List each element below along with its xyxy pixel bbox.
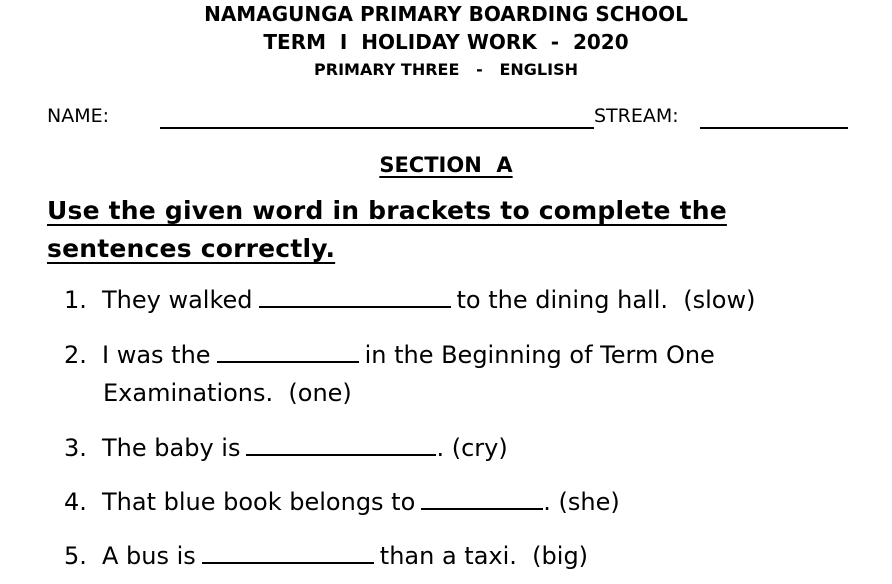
question-text-before: That blue book belongs to <box>102 488 416 516</box>
question-number: 3. <box>64 434 87 462</box>
question-text-after: in the Beginning of Term One <box>364 341 715 369</box>
answer-blank[interactable] <box>246 454 436 456</box>
question-text-after: to the dining hall. (slow) <box>456 286 756 314</box>
question-text-after: . (cry) <box>436 434 508 462</box>
question-2-continuation: Examinations. (one) <box>103 379 352 407</box>
question-number: 4. <box>64 488 87 516</box>
class-subject: PRIMARY THREE - ENGLISH <box>314 60 578 79</box>
question-text-before: They walked <box>102 286 253 314</box>
question-text-before: The baby is <box>102 434 241 462</box>
stream-blank[interactable] <box>700 127 848 129</box>
question-text-before: I was the <box>102 341 211 369</box>
answer-blank[interactable] <box>217 361 359 363</box>
question-2 <box>64 341 715 369</box>
question-number: 2. <box>64 341 87 369</box>
stream-label: STREAM: <box>594 105 679 127</box>
question-text-before: A bus is <box>102 542 196 570</box>
question-3 <box>64 434 508 462</box>
term-title: TERM I HOLIDAY WORK - 2020 <box>263 30 629 54</box>
name-blank[interactable] <box>160 127 594 129</box>
question-text-after: . (she) <box>543 488 620 516</box>
question-number: 5. <box>64 542 87 570</box>
question-text-after: than a taxi. (big) <box>379 542 589 570</box>
question-number: 1. <box>64 286 87 314</box>
question-4 <box>64 488 620 516</box>
answer-blank[interactable] <box>421 508 543 510</box>
section-title: SECTION A <box>379 153 513 177</box>
instruction-text: Use the given word in brackets to complete the sentences correctly. <box>47 196 727 263</box>
answer-blank[interactable] <box>202 562 374 564</box>
school-name: NAMAGUNGA PRIMARY BOARDING SCHOOL <box>204 2 688 26</box>
name-label: NAME: <box>47 105 110 127</box>
answer-blank[interactable] <box>259 306 451 308</box>
question-5 <box>64 542 588 570</box>
question-1 <box>64 286 755 314</box>
